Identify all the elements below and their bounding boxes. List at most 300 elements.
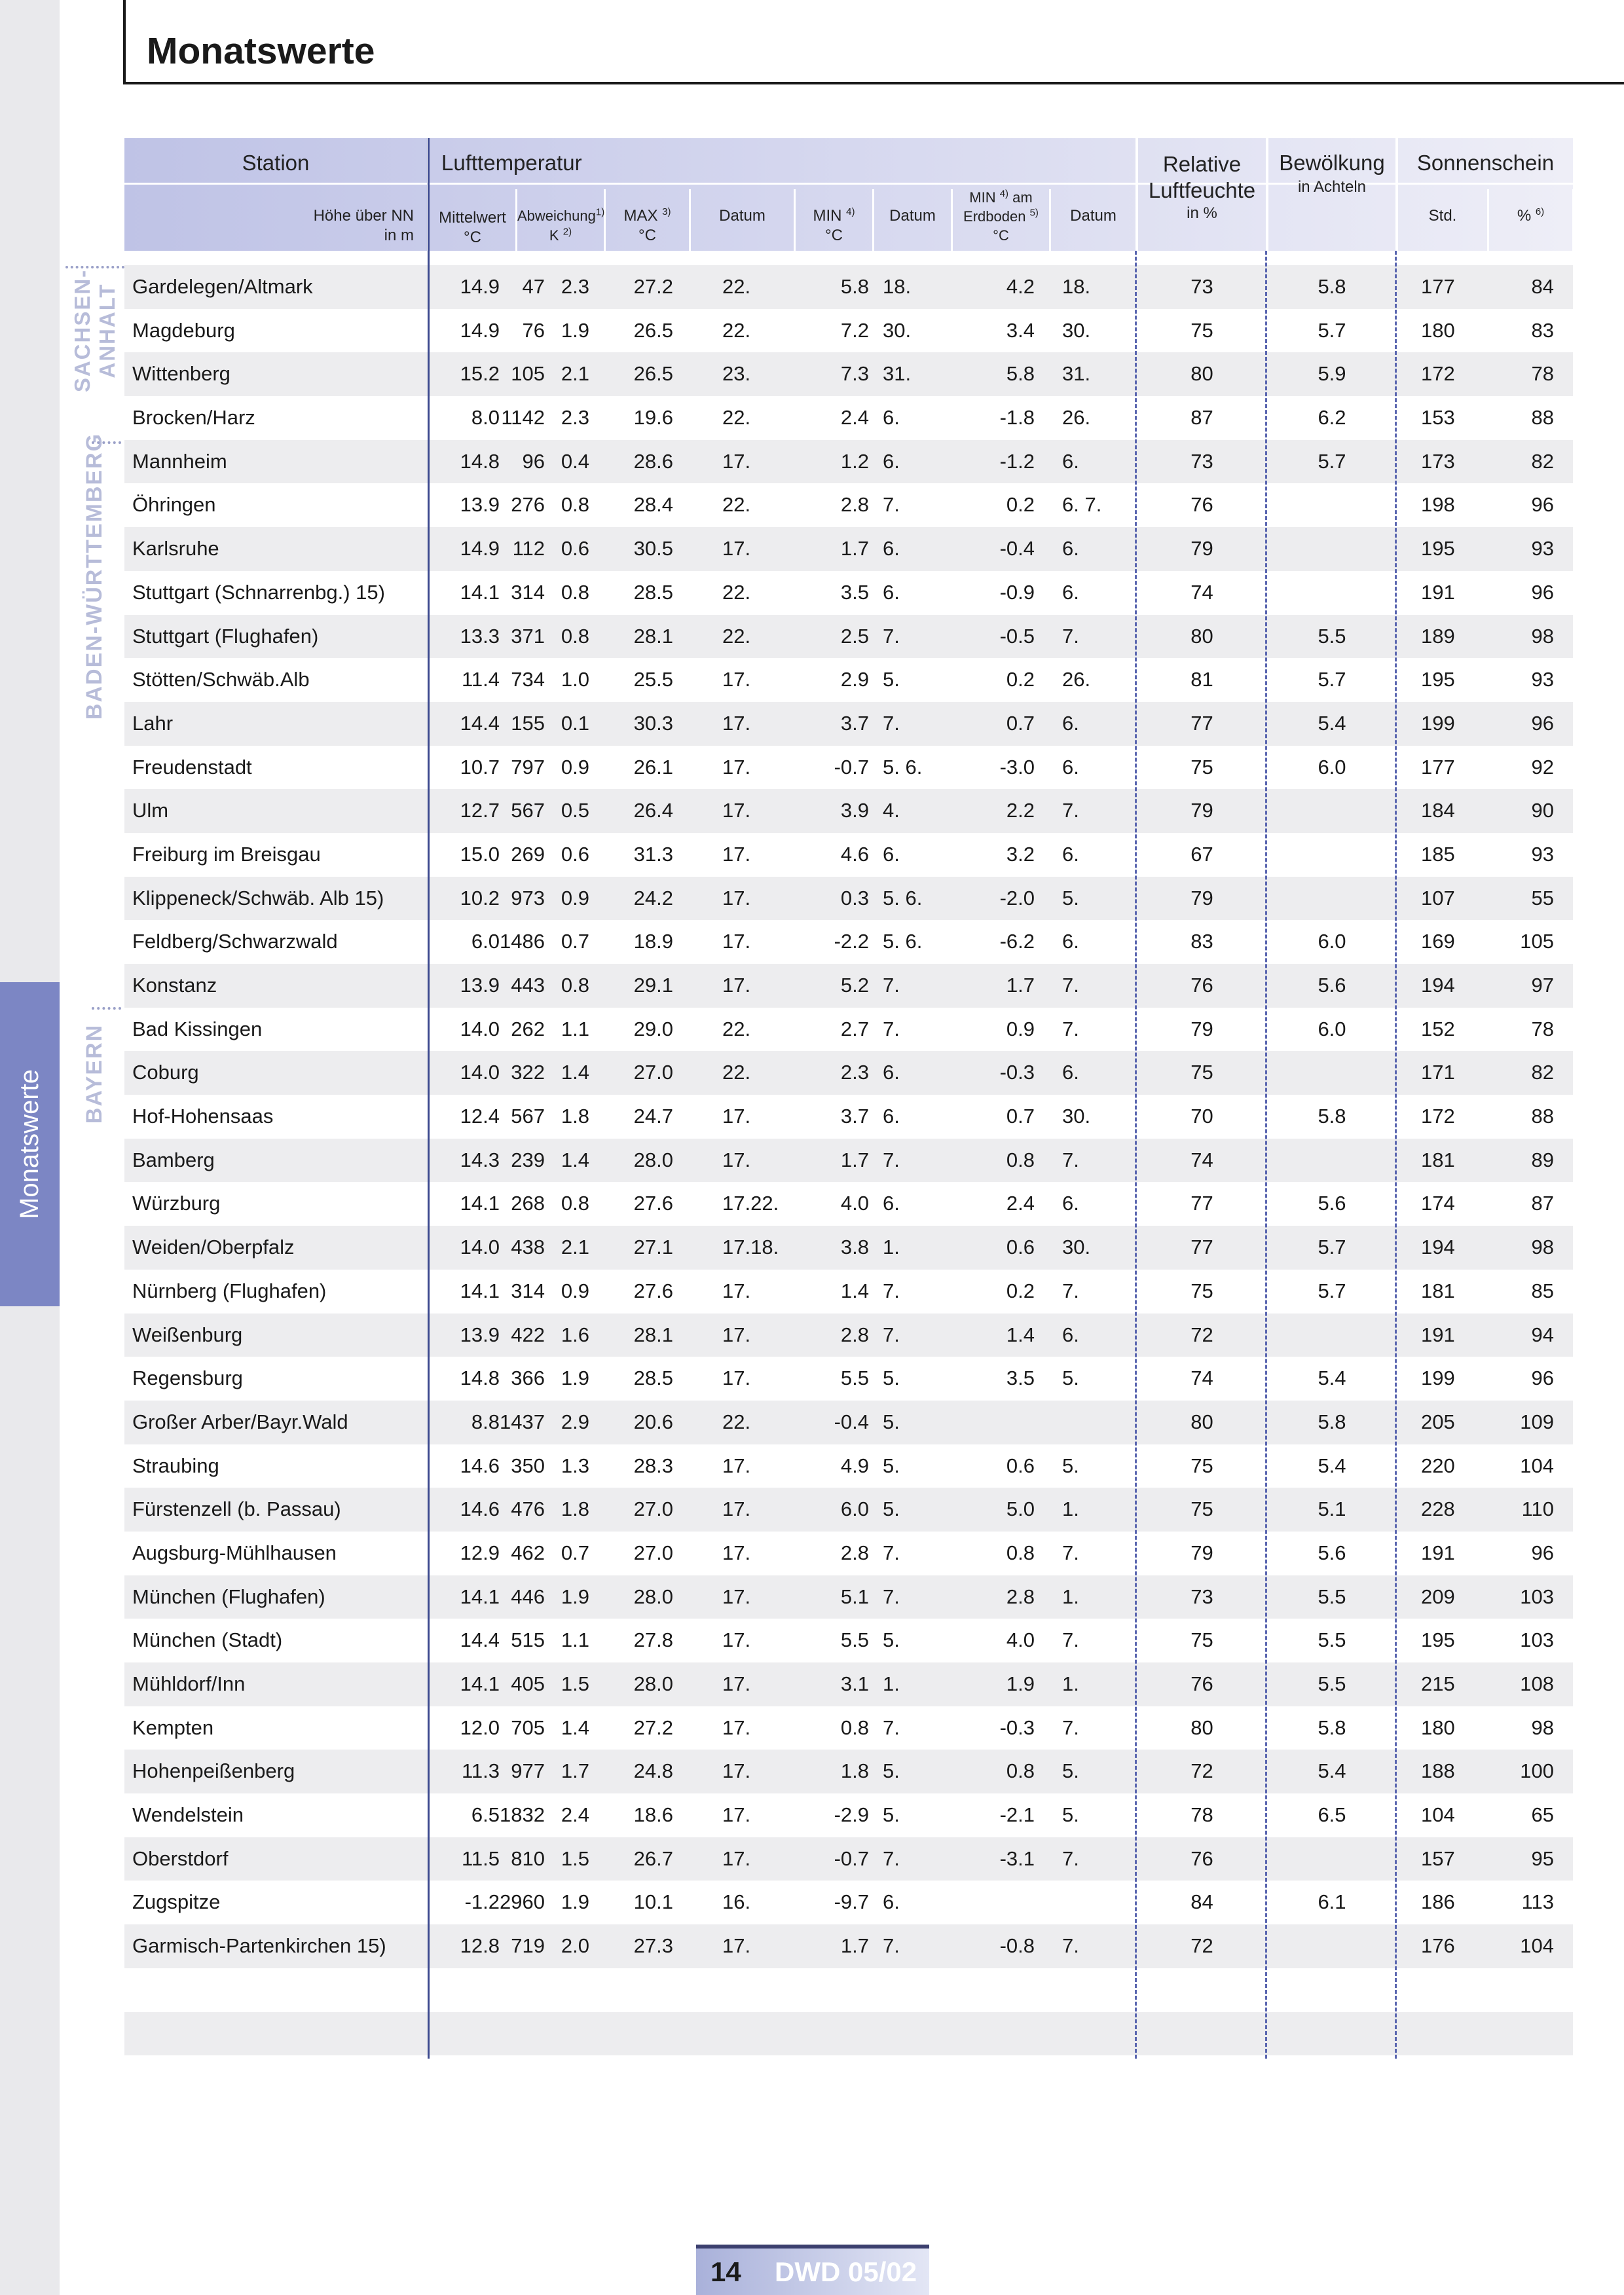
cell-abweichung: 1.7	[561, 1759, 589, 1783]
cell-rel-feuchte: 74	[1190, 580, 1213, 604]
table-row	[124, 1182, 1573, 1226]
header-bewoelkung-unit: in Achteln	[1297, 178, 1367, 196]
cell-pct: 113	[1521, 1890, 1554, 1914]
cell-station: Hohenpeißenberg	[132, 1759, 295, 1783]
cell-datum-min: 6.	[883, 1890, 900, 1914]
cell-min-erdboden: 5.0	[1006, 1497, 1035, 1521]
cell-pct: 78	[1531, 362, 1554, 386]
cell-bewoelkung: 5.7	[1318, 318, 1346, 342]
cell-std: 209	[1421, 1585, 1455, 1608]
cell-station: Feldberg/Schwarzwald	[132, 930, 338, 953]
cell-station: Regensburg	[132, 1367, 243, 1390]
cell-std: 215	[1421, 1672, 1455, 1695]
cell-pct: 92	[1531, 755, 1554, 779]
cell-hoehe: 443	[511, 974, 545, 997]
cell-datum-max: 17.	[722, 799, 751, 822]
cell-datum-min: 7.	[883, 1541, 900, 1564]
cell-datum-min: 5.	[883, 1497, 900, 1521]
cell-mittelwert: 14.4	[460, 1628, 500, 1652]
cell-mittelwert: 14.9	[460, 275, 500, 298]
cell-max: 27.6	[633, 1192, 673, 1215]
cell-max: 27.3	[633, 1934, 673, 1958]
cell-hoehe: 155	[511, 711, 545, 735]
cell-hoehe: 1486	[500, 930, 545, 953]
cell-abweichung: 1.3	[561, 1454, 589, 1477]
cell-bewoelkung: 5.6	[1318, 1541, 1346, 1564]
cell-max: 30.5	[633, 537, 673, 560]
cell-datum-max: 17.	[722, 755, 751, 779]
region-label-sachsen-anhalt: SACHSEN-ANHALT	[70, 268, 120, 393]
cell-datum-max: 17.	[722, 1497, 751, 1521]
cell-min: -0.7	[834, 755, 869, 779]
cell-datum-min: 5.	[883, 668, 900, 691]
cell-abweichung: 0.8	[561, 580, 589, 604]
cell-mittelwert: 6.5	[471, 1803, 500, 1827]
cell-max: 25.5	[633, 668, 673, 691]
table-row	[124, 1968, 1573, 2012]
cell-abweichung: 2.1	[561, 1236, 589, 1259]
page-title: Monatswerte	[147, 30, 375, 72]
cell-hoehe: 262	[511, 1017, 545, 1040]
cell-mittelwert: 14.4	[460, 711, 500, 735]
table-row	[124, 833, 1573, 877]
cell-std: 180	[1421, 1716, 1455, 1739]
cell-station: Gardelegen/Altmark	[132, 275, 313, 298]
cell-pct: 104	[1520, 1454, 1554, 1477]
cell-hoehe: 269	[511, 842, 545, 866]
cell-mittelwert: 14.9	[460, 537, 500, 560]
cell-min: 6.0	[840, 1497, 869, 1521]
cell-max: 27.0	[633, 1541, 673, 1564]
cell-station: Freiburg im Breisgau	[132, 842, 321, 866]
header-min: MIN $^{4)}$ °C	[813, 206, 855, 244]
cell-abweichung: 1.8	[561, 1105, 589, 1128]
cell-datum-min: 5.	[883, 1628, 900, 1652]
cell-datum-min: 7.	[883, 1716, 900, 1739]
header-relative-luftfeuchte: Relative Luftfeuchte	[1148, 152, 1256, 202]
cell-station: Straubing	[132, 1454, 219, 1477]
cell-hoehe: 734	[511, 668, 545, 691]
cell-station: Stötten/Schwäb.Alb	[132, 668, 310, 691]
cell-std: 169	[1421, 930, 1455, 953]
cell-min: 2.5	[840, 624, 869, 648]
cell-station: Hof-Hohensaas	[132, 1105, 274, 1128]
cell-min-erdboden: 1.7	[1006, 974, 1035, 997]
cell-pct: 93	[1531, 537, 1554, 560]
cell-std: 172	[1421, 362, 1455, 386]
cell-datum-min: 5.	[883, 1410, 900, 1433]
cell-hoehe: 973	[511, 886, 545, 909]
cell-mittelwert: 14.1	[460, 1192, 500, 1215]
cell-hoehe: 2960	[500, 1890, 545, 1914]
cell-min-erdboden	[956, 1881, 1035, 1924]
cell-std: 171	[1421, 1061, 1455, 1084]
table-row	[124, 1750, 1573, 1793]
cell-std: 199	[1421, 1367, 1455, 1390]
cell-std: 228	[1421, 1497, 1455, 1521]
cell-datum-min: 7.	[883, 711, 900, 735]
cell-datum-max: 17.	[722, 1105, 751, 1128]
cell-datum-erdboden: 7.	[1062, 1279, 1079, 1302]
cell-mittelwert: 14.9	[460, 318, 500, 342]
cell-abweichung: 0.8	[561, 493, 589, 517]
cell-bewoelkung	[1268, 527, 1395, 571]
cell-std: 177	[1421, 755, 1455, 779]
cell-min: 3.7	[840, 711, 869, 735]
region-separator	[65, 266, 124, 268]
cell-min-erdboden: 0.8	[1006, 1541, 1035, 1564]
cell-std: 194	[1421, 974, 1455, 997]
cell-station: Mühldorf/Inn	[132, 1672, 246, 1695]
cell-station: Stuttgart (Schnarrenbg.) 15)	[132, 580, 385, 604]
cell-rel-feuchte: 77	[1190, 1192, 1213, 1215]
cell-bewoelkung: 5.6	[1318, 1192, 1346, 1215]
cell-min: 2.8	[840, 1323, 869, 1346]
cell-max: 28.5	[633, 580, 673, 604]
cell-pct: 105	[1520, 930, 1554, 953]
cell-std: 195	[1421, 1628, 1455, 1652]
data-table-body	[124, 265, 1573, 2055]
cell-pct: 108	[1520, 1672, 1554, 1695]
cell-bewoelkung: 5.4	[1318, 1759, 1346, 1783]
cell-datum-erdboden: 6.	[1062, 1061, 1079, 1084]
cell-bewoelkung: 5.4	[1318, 711, 1346, 735]
cell-datum-max: 17.	[722, 1585, 751, 1608]
cell-datum-max: 22.	[722, 1061, 751, 1084]
cell-min-erdboden: -3.0	[999, 755, 1035, 779]
cell-station: Garmisch-Partenkirchen 15)	[132, 1934, 386, 1958]
cell-max: 28.0	[633, 1148, 673, 1171]
cell-std: 174	[1421, 1192, 1455, 1215]
cell-bewoelkung	[1268, 1313, 1395, 1357]
cell-datum-erdboden: 6. 7.	[1062, 493, 1102, 517]
publication-label: DWD 05/02	[775, 2256, 917, 2287]
cell-rel-feuchte: 87	[1190, 406, 1213, 430]
cell-bewoelkung: 5.9	[1318, 362, 1346, 386]
cell-hoehe: 705	[511, 1716, 545, 1739]
cell-min: 5.8	[840, 275, 869, 298]
cell-rel-feuchte: 75	[1190, 1279, 1213, 1302]
cell-max: 28.0	[633, 1672, 673, 1695]
cell-station: Weiden/Oberpfalz	[132, 1236, 295, 1259]
cell-datum-erdboden: 7.	[1062, 624, 1079, 648]
cell-datum-max: 17.	[722, 886, 751, 909]
cell-bewoelkung: 5.5	[1318, 1585, 1346, 1608]
cell-min-erdboden: 0.2	[1006, 493, 1035, 517]
cell-datum-erdboden: 6.	[1062, 449, 1079, 473]
cell-pct: 94	[1531, 1323, 1554, 1346]
cell-min: 4.0	[840, 1192, 869, 1215]
cell-min: 1.7	[840, 1148, 869, 1171]
cell-std: 181	[1421, 1279, 1455, 1302]
table-row	[124, 1095, 1573, 1139]
side-tab[interactable]	[0, 982, 60, 1306]
cell-abweichung: 0.1	[561, 711, 589, 735]
cell-pct: 96	[1531, 580, 1554, 604]
table-row	[124, 396, 1573, 440]
cell-pct: 109	[1520, 1410, 1554, 1433]
cell-station: Bad Kissingen	[132, 1017, 263, 1040]
cell-std: 199	[1421, 711, 1455, 735]
cell-std: 191	[1421, 1323, 1455, 1346]
cell-std: 176	[1421, 1934, 1455, 1958]
cell-rel-feuchte: 79	[1190, 799, 1213, 822]
cell-rel-feuchte: 72	[1190, 1759, 1213, 1783]
cell-datum-erdboden: 5.	[1062, 1367, 1079, 1390]
cell-datum-min: 1.	[883, 1672, 900, 1695]
cell-min-erdboden: 5.8	[1006, 362, 1035, 386]
cell-min-erdboden: 2.4	[1006, 1192, 1035, 1215]
cell-mittelwert: 10.2	[460, 886, 500, 909]
cell-bewoelkung	[1268, 483, 1395, 527]
table-row	[124, 702, 1573, 746]
cell-station: Lahr	[132, 711, 174, 735]
table-row	[124, 2012, 1573, 2056]
cell-bewoelkung	[1268, 789, 1395, 833]
cell-pct: 78	[1531, 1017, 1554, 1040]
cell-rel-feuchte: 73	[1190, 1585, 1213, 1608]
cell-datum-max: 22.	[722, 493, 751, 517]
cell-min: -2.2	[834, 930, 869, 953]
cell-datum-min: 7.	[883, 1323, 900, 1346]
cell-rel-feuchte: 78	[1190, 1803, 1213, 1827]
cell-hoehe: 515	[511, 1628, 545, 1652]
table-row	[124, 1051, 1573, 1095]
cell-datum-erdboden: 6.	[1062, 1192, 1079, 1215]
cell-abweichung: 1.9	[561, 1585, 589, 1608]
cell-hoehe: 47	[522, 275, 545, 298]
cell-mittelwert: 14.1	[460, 1279, 500, 1302]
cell-abweichung: 2.4	[561, 1803, 589, 1827]
cell-max: 24.8	[633, 1759, 673, 1783]
cell-mittelwert: 12.9	[460, 1541, 500, 1564]
cell-datum-erdboden: 7.	[1062, 1541, 1079, 1564]
cell-datum-erdboden: 1.	[1062, 1497, 1079, 1521]
cell-abweichung: 1.8	[561, 1497, 589, 1521]
cell-max: 28.1	[633, 624, 673, 648]
cell-min-erdboden: -0.4	[999, 537, 1035, 560]
cell-bewoelkung	[1268, 1924, 1395, 1968]
cell-min-erdboden: 0.8	[1006, 1148, 1035, 1171]
cell-rel-feuchte: 79	[1190, 1541, 1213, 1564]
cell-datum-max: 17.	[722, 1279, 751, 1302]
cell-rel-feuchte: 72	[1190, 1323, 1213, 1346]
table-row	[124, 1270, 1573, 1313]
cell-mittelwert: 15.2	[460, 362, 500, 386]
cell-rel-feuchte: 81	[1190, 668, 1213, 691]
cell-datum-min: 6.	[883, 580, 900, 604]
cell-max: 27.0	[633, 1497, 673, 1521]
cell-pct: 96	[1531, 711, 1554, 735]
table-row	[124, 309, 1573, 353]
cell-bewoelkung: 5.6	[1318, 974, 1346, 997]
cell-max: 20.6	[633, 1410, 673, 1433]
cell-std: 195	[1421, 537, 1455, 560]
cell-pct: 88	[1531, 406, 1554, 430]
table-row	[124, 1706, 1573, 1750]
cell-mittelwert: 14.1	[460, 1672, 500, 1695]
cell-rel-feuchte: 75	[1190, 1061, 1213, 1084]
cell-rel-feuchte: 80	[1190, 362, 1213, 386]
cell-bewoelkung: 6.2	[1318, 406, 1346, 430]
table-row	[124, 352, 1573, 396]
table-row	[124, 440, 1573, 484]
cell-bewoelkung: 5.1	[1318, 1497, 1346, 1521]
cell-hoehe: 567	[511, 1105, 545, 1128]
cell-datum-min: 6.	[883, 1105, 900, 1128]
cell-hoehe: 276	[511, 493, 545, 517]
header-feuchte-unit: in %	[1187, 204, 1217, 222]
cell-station: Freudenstadt	[132, 755, 252, 779]
table-row	[124, 1662, 1573, 1706]
cell-abweichung: 1.4	[561, 1716, 589, 1739]
cell-max: 28.5	[633, 1367, 673, 1390]
cell-rel-feuchte: 80	[1190, 624, 1213, 648]
cell-rel-feuchte: 74	[1190, 1148, 1213, 1171]
cell-hoehe: 366	[511, 1367, 545, 1390]
cell-station: München (Stadt)	[132, 1628, 283, 1652]
cell-hoehe: 314	[511, 1279, 545, 1302]
cell-max: 28.1	[633, 1323, 673, 1346]
cell-datum-max: 22.	[722, 406, 751, 430]
cell-pct: 87	[1531, 1192, 1554, 1215]
cell-min: 2.8	[840, 493, 869, 517]
cell-bewoelkung: 6.5	[1318, 1803, 1346, 1827]
cell-bewoelkung: 5.7	[1318, 1236, 1346, 1259]
cell-datum-max: 17.	[722, 1716, 751, 1739]
header-datum-max: Datum	[719, 207, 766, 225]
cell-pct: 90	[1531, 799, 1554, 822]
cell-bewoelkung: 5.7	[1318, 449, 1346, 473]
cell-min: 2.9	[840, 668, 869, 691]
cell-hoehe: 350	[511, 1454, 545, 1477]
cell-pct: 96	[1531, 1367, 1554, 1390]
cell-min-erdboden: 0.8	[1006, 1759, 1035, 1783]
cell-mittelwert: 13.9	[460, 1323, 500, 1346]
cell-datum-erdboden: 7.	[1062, 1934, 1079, 1958]
cell-abweichung: 1.4	[561, 1061, 589, 1084]
cell-std: 181	[1421, 1148, 1455, 1171]
cell-max: 26.1	[633, 755, 673, 779]
cell-datum-erdboden: 6.	[1062, 580, 1079, 604]
cell-pct: 84	[1531, 275, 1554, 298]
cell-datum-erdboden: 6.	[1062, 842, 1079, 866]
cell-datum-min: 5. 6.	[883, 886, 923, 909]
region-separator	[92, 441, 121, 444]
cell-std: 180	[1421, 318, 1455, 342]
cell-max: 30.3	[633, 711, 673, 735]
cell-datum-erdboden: 5.	[1062, 1803, 1079, 1827]
cell-min: -0.7	[834, 1846, 869, 1870]
cell-pct: 110	[1521, 1497, 1554, 1521]
cell-datum-min: 6.	[883, 537, 900, 560]
cell-rel-feuchte: 73	[1190, 275, 1213, 298]
cell-datum-erdboden: 7.	[1062, 1628, 1079, 1652]
cell-rel-feuchte: 76	[1190, 1846, 1213, 1870]
cell-std: 152	[1421, 1017, 1455, 1040]
cell-bewoelkung: 5.4	[1318, 1454, 1346, 1477]
cell-min-erdboden: 1.9	[1006, 1672, 1035, 1695]
cell-mittelwert: 14.0	[460, 1061, 500, 1084]
cell-min-erdboden: 2.2	[1006, 799, 1035, 822]
cell-abweichung: 0.9	[561, 886, 589, 909]
table-row	[124, 1488, 1573, 1532]
table-row	[124, 1444, 1573, 1488]
cell-abweichung: 1.0	[561, 668, 589, 691]
cell-min-erdboden: -1.8	[999, 406, 1035, 430]
cell-hoehe: 239	[511, 1148, 545, 1171]
table-row	[124, 1837, 1573, 1881]
cell-min: 1.4	[840, 1279, 869, 1302]
cell-datum-min: 5.	[883, 1367, 900, 1390]
cell-std: 220	[1421, 1454, 1455, 1477]
cell-mittelwert: 12.8	[460, 1934, 500, 1958]
cell-datum-min: 18.	[883, 275, 912, 298]
cell-mittelwert: 12.7	[460, 799, 500, 822]
cell-hoehe: 977	[511, 1759, 545, 1783]
cell-mittelwert: 14.0	[460, 1236, 500, 1259]
cell-std: 153	[1421, 406, 1455, 430]
cell-datum-erdboden: 5.	[1062, 1759, 1079, 1783]
region-label-bayern: BAYERN	[82, 1023, 107, 1124]
cell-pct: 93	[1531, 668, 1554, 691]
cell-max: 19.6	[633, 406, 673, 430]
table-row	[124, 1575, 1573, 1619]
cell-pct: 55	[1531, 886, 1554, 909]
cell-station: Klippeneck/Schwäb. Alb 15)	[132, 886, 384, 909]
cell-datum-max: 17.18.	[722, 1236, 779, 1259]
table-header	[124, 138, 1573, 251]
cell-hoehe: 1437	[500, 1410, 545, 1433]
cell-mittelwert: -1.2	[464, 1890, 500, 1914]
cell-datum-erdboden: 1.	[1062, 1585, 1079, 1608]
cell-station: Weißenburg	[132, 1323, 243, 1346]
cell-rel-feuchte: 79	[1190, 537, 1213, 560]
column-divider	[1135, 251, 1137, 2059]
cell-datum-max: 17.	[722, 1934, 751, 1958]
cell-mittelwert: 12.4	[460, 1105, 500, 1128]
cell-bewoelkung: 5.8	[1318, 1410, 1346, 1433]
cell-datum-max: 17.	[722, 1323, 751, 1346]
cell-min: 5.1	[840, 1585, 869, 1608]
cell-bewoelkung	[1268, 1051, 1395, 1095]
cell-std: 177	[1421, 275, 1455, 298]
cell-std: 205	[1421, 1410, 1455, 1433]
cell-abweichung: 0.9	[561, 755, 589, 779]
cell-rel-feuchte: 74	[1190, 1367, 1213, 1390]
cell-datum-erdboden: 6.	[1062, 711, 1079, 735]
cell-max: 18.9	[633, 930, 673, 953]
cell-datum-max: 22.	[722, 1410, 751, 1433]
cell-datum-erdboden: 7.	[1062, 1148, 1079, 1171]
cell-bewoelkung: 5.5	[1318, 1672, 1346, 1695]
table-row	[124, 571, 1573, 615]
cell-pct: 100	[1520, 1759, 1554, 1783]
cell-abweichung: 2.3	[561, 275, 589, 298]
cell-datum-erdboden: 7.	[1062, 799, 1079, 822]
cell-station: Würzburg	[132, 1192, 221, 1215]
cell-datum-erdboden: 6.	[1062, 537, 1079, 560]
cell-mittelwert: 11.5	[461, 1846, 500, 1870]
cell-bewoelkung: 6.0	[1318, 930, 1346, 953]
cell-bewoelkung: 5.5	[1318, 1628, 1346, 1652]
cell-pct: 98	[1531, 624, 1554, 648]
cell-rel-feuchte: 75	[1190, 1628, 1213, 1652]
cell-std: 107	[1421, 886, 1455, 909]
table-row	[124, 1008, 1573, 1052]
cell-bewoelkung	[1268, 877, 1395, 921]
cell-hoehe: 446	[511, 1585, 545, 1608]
